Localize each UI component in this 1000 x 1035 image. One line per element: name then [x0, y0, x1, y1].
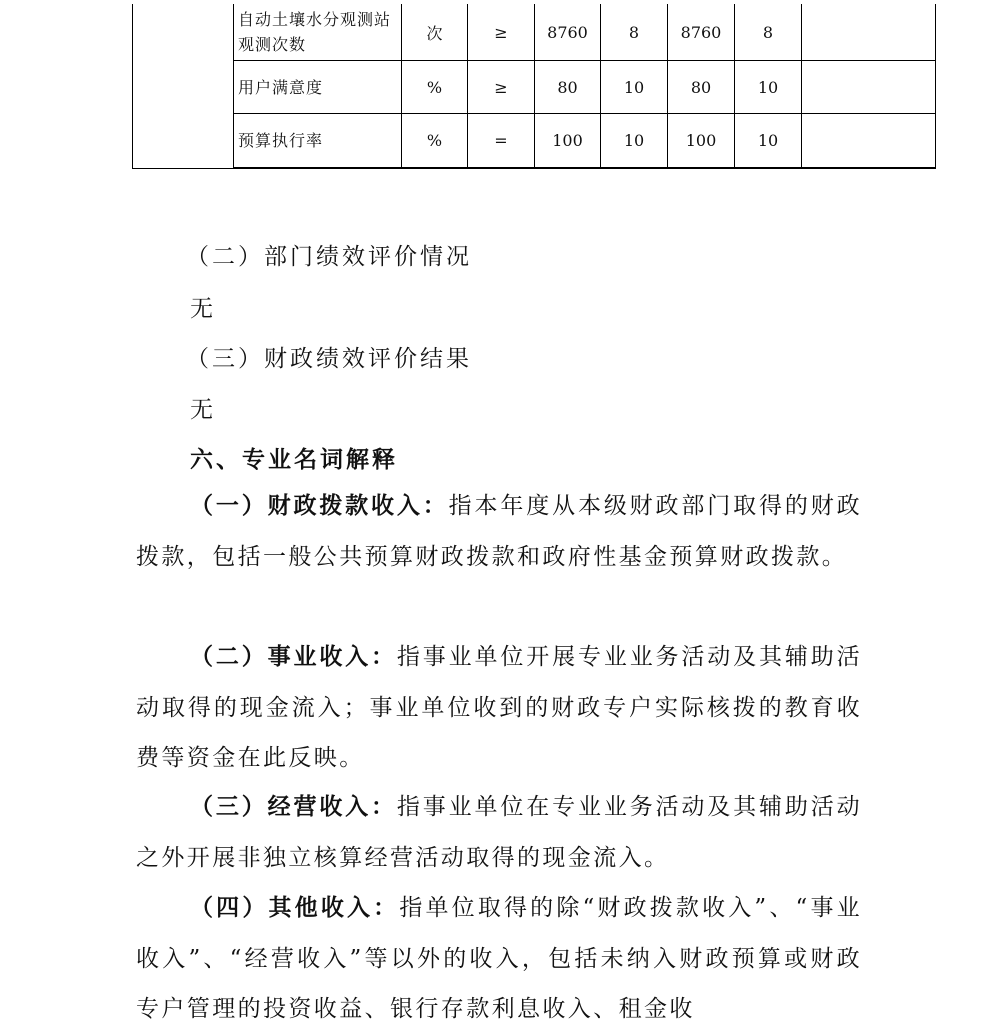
- indicator-unit: 次: [402, 4, 468, 61]
- indicator-note: [802, 61, 936, 114]
- indicator-actual: 80: [668, 61, 735, 114]
- glossary-definition: 指单位取得的除“财政拨款收入”、“事业收入”、“经营收入”等以外的收入，包括未纳入财政预算或财政专户管理的投资收益、银行存款利息收入、租金收: [136, 895, 863, 1022]
- table-row: [133, 4, 936, 61]
- indicator-weight: 10: [601, 114, 668, 169]
- glossary-definition: 指事业单位开展专业业务活动及其辅助活动取得的现金流入；事业单位收到的财政专户实际核拨的教育收费等资金在此反映。: [136, 644, 863, 771]
- dept-eval-body: 无: [190, 296, 216, 322]
- glossary-heading: 六、专业名词解释: [190, 446, 398, 473]
- indicator-name: 预算执行率: [234, 114, 402, 169]
- glossary-item: [136, 481, 862, 582]
- glossary-term: （四）其他收入：: [190, 894, 400, 921]
- table-row: [133, 61, 936, 114]
- indicator-name: 自动土壤水分观测站观测次数: [234, 4, 402, 61]
- glossary-item: [136, 883, 862, 1035]
- indicator-operator: =: [468, 114, 535, 169]
- indicator-actual: 8760: [668, 4, 735, 61]
- indicator-weight: 10: [601, 61, 668, 114]
- indicator-note: [802, 4, 936, 61]
- indicator-actual: 100: [668, 114, 735, 169]
- fin-eval-heading: （三）财政绩效评价结果: [186, 346, 472, 372]
- glossary-definition: 指事业单位在专业业务活动及其辅助活动之外开展非独立核算经营活动取得的现金流入。: [136, 794, 863, 871]
- fin-eval-body: 无: [190, 397, 216, 423]
- indicator-name: 用户满意度: [234, 61, 402, 114]
- indicator-target: 100: [535, 114, 601, 169]
- indicator-score: 10: [735, 114, 802, 169]
- indicator-operator: ≥: [468, 61, 535, 114]
- category-cell: [133, 4, 234, 168]
- indicator-score: 10: [735, 61, 802, 114]
- glossary-term: （三）经营收入：: [190, 793, 397, 820]
- performance-indicator-table: [132, 4, 936, 169]
- indicator-target: 80: [535, 61, 601, 114]
- indicator-note: [802, 114, 936, 169]
- indicator-target: 8760: [535, 4, 601, 61]
- glossary-term: （一）财政拨款收入：: [190, 492, 449, 519]
- glossary-definition: 指本年度从本级财政部门取得的财政拨款，包括一般公共预算财政拨款和政府性基金预算财政拨款。: [136, 493, 862, 570]
- glossary-term: （二）事业收入：: [190, 643, 397, 670]
- indicator-score: 8: [735, 4, 802, 61]
- table-row: [133, 114, 936, 169]
- glossary-item: [136, 632, 862, 784]
- indicator-unit: %: [402, 61, 468, 114]
- indicator-operator: ≥: [468, 4, 535, 61]
- dept-eval-heading: （二）部门绩效评价情况: [186, 244, 472, 270]
- indicator-weight: 8: [601, 4, 668, 61]
- glossary-item: [136, 782, 862, 883]
- indicator-unit: %: [402, 114, 468, 169]
